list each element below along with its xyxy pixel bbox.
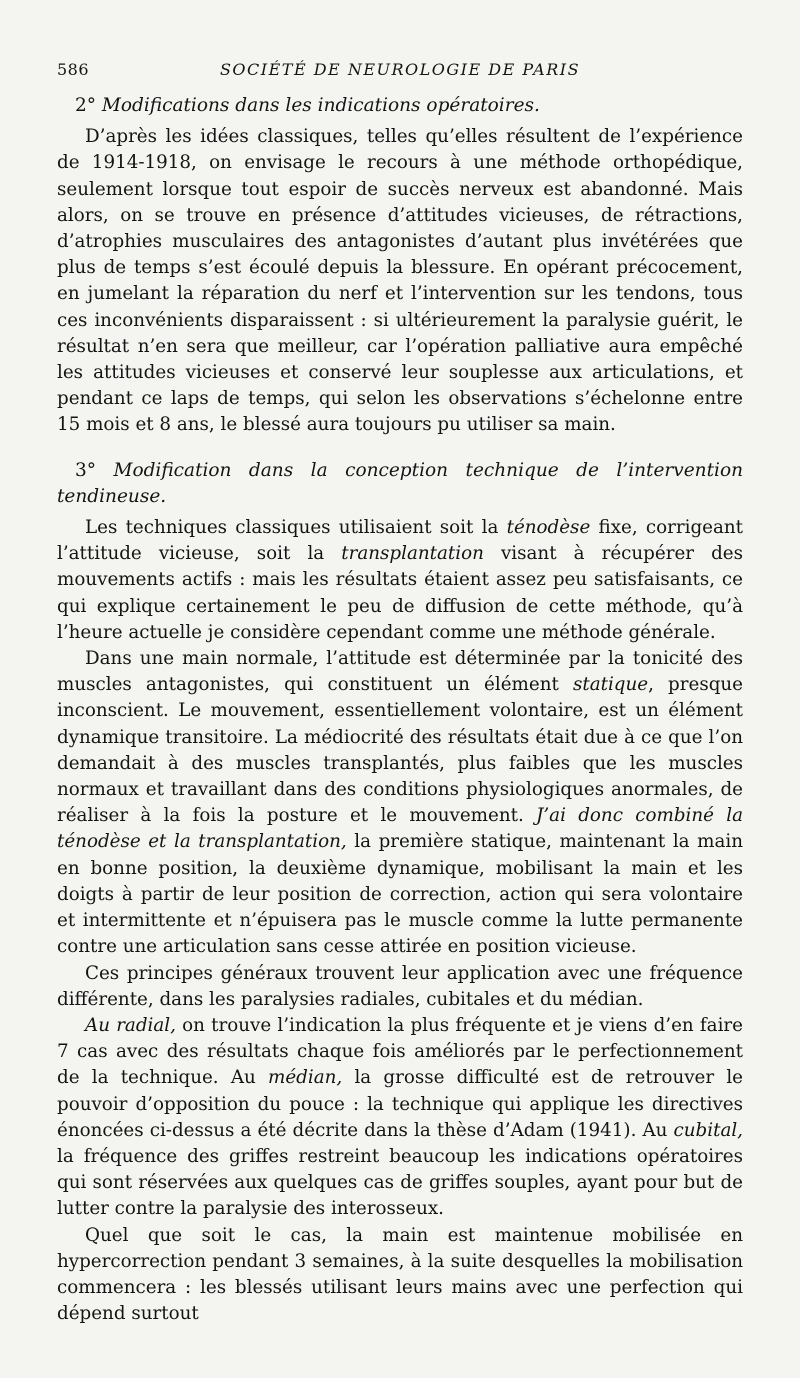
section-2-heading — [57, 93, 743, 119]
term-statique: statique — [572, 674, 649, 696]
text-run: , presque inconscient. Le mouvement, essentiellement volontaire, est un élément dynamique transitoire. La médiocrité des résultats était due à ce que l’on demandait à des muscles transplantés, plus faibles que les muscles normaux et travaillant dans des conditions physiologiques anormales, de réaliser à la fois la posture et le mouvement. — [57, 674, 743, 827]
section-3-heading — [57, 458, 743, 510]
term-median: médian, — [268, 1067, 343, 1089]
page-number: 586 — [57, 60, 90, 79]
section-3-number: 3° — [75, 459, 97, 481]
section-3-paragraph-2 — [57, 646, 743, 960]
text-run: la grosse difficulté est de retrouver le pouvoir d’opposition du pouce : la technique qui applique les directives énoncées ci-dessus a été décrite dans la thèse d’Adam (1941). Au — [57, 1067, 743, 1141]
text-run: Dans une main normale, l’attitude est déterminée par la tonicité des muscles antagonistes, qui constituent un élément — [57, 648, 743, 696]
section-2-number: 2° — [75, 95, 97, 116]
text-run: fixe, corrigeant l’attitude vicieuse, soit la — [57, 517, 743, 565]
section-3-paragraph-4 — [57, 1013, 743, 1223]
term-cubital: cubital, — [673, 1119, 743, 1141]
section-2-paragraph: D’après les idées classiques, telles qu’elles résultent de l’expérience de 1914-1918, on envisage le recours à une méthode orthopédique, seulement lorsque tout espoir de succès nerveux est abandonné. Mais alors, on se trouve en présence d’attitudes vicieuses, de rétractions, d’atrophies musculaires des antagonistes d’autant plus invétérées que plus de temps s’est écoulé depuis la blessure. En opérant précocement, en jumelant la réparation du nerf et l’intervention sur les tendons, tous ces inconvénients disparaissent : si ultérieurement la paralysie guérit, le résultat n’en sera que meilleur, car l’opération palliative aura empêché les attitudes vicieuses et conservé leur souplesse aux articulations, et pendant ce laps de temps, qui selon les observations s’échelonne entre 15 mois et 8 ans, le blessé aura toujours pu utiliser sa main. — [57, 126, 743, 436]
section-3-paragraph-3: Ces principes généraux trouvent leur application avec une fréquence différente, dans les paralysies radiales, cubitales et du médian. — [57, 962, 743, 1010]
term-tenodese: ténodèse — [506, 517, 591, 539]
journal-title: SOCIÉTÉ DE NEUROLOGIE DE PARIS — [219, 60, 581, 79]
section-3-paragraph-5: Quel que soit le cas, la main est maintenue mobilisée en hypercorrection pendant 3 semaines, à la suite desquelles la mobilisation commencera : les blessés utilisant leurs mains avec une perfection qui dépend surtout — [57, 1224, 743, 1325]
page-body — [57, 58, 743, 1327]
running-head — [57, 58, 743, 84]
emphasis-combination: J’ai donc combiné la ténodèse et la transplantation, — [57, 805, 743, 853]
text-run: la première statique, maintenant la main en bonne position, la deuxième dynamique, mobilisant la main et les doigts à partir de leur position de correction, action qui sera volontaire et intermittente et n’épuisera pas le muscle comme la lutte permanente contre une articulation sans cesse attirée en position vicieuse. — [57, 831, 744, 958]
section-3-paragraph-1 — [57, 515, 743, 646]
text-run: la fréquence des griffes restreint beaucoup les indications opératoires qui sont réservées aux quelques cas de griffes souples, ayant pour but de lutter contre la paralysie des interosseux. — [57, 1145, 743, 1220]
text-run: on trouve l’indication la plus fréquente et je viens d’en faire 7 cas avec des résultats chaque fois améliorés par le perfectionnement de la technique. Au — [57, 1014, 743, 1089]
section-3-title: Modification dans la conception technique de l’intervention tendineuse. — [57, 459, 743, 507]
term-transplantation: transplantation — [341, 543, 484, 565]
term-radial: Au radial, — [85, 1014, 176, 1036]
section-2-title: Modifications dans les indications opératoires. — [101, 95, 540, 116]
text-run: Les techniques classiques utilisaient soit la — [85, 517, 507, 539]
text-run: visant à récupérer des mouvements actifs : mais les résultats étaient assez peu satisfaisants, ce qui explique certainement le peu de diffusion de cette méthode, qu’à l’heure actuelle je considère cependant comme une méthode générale. — [57, 543, 743, 643]
